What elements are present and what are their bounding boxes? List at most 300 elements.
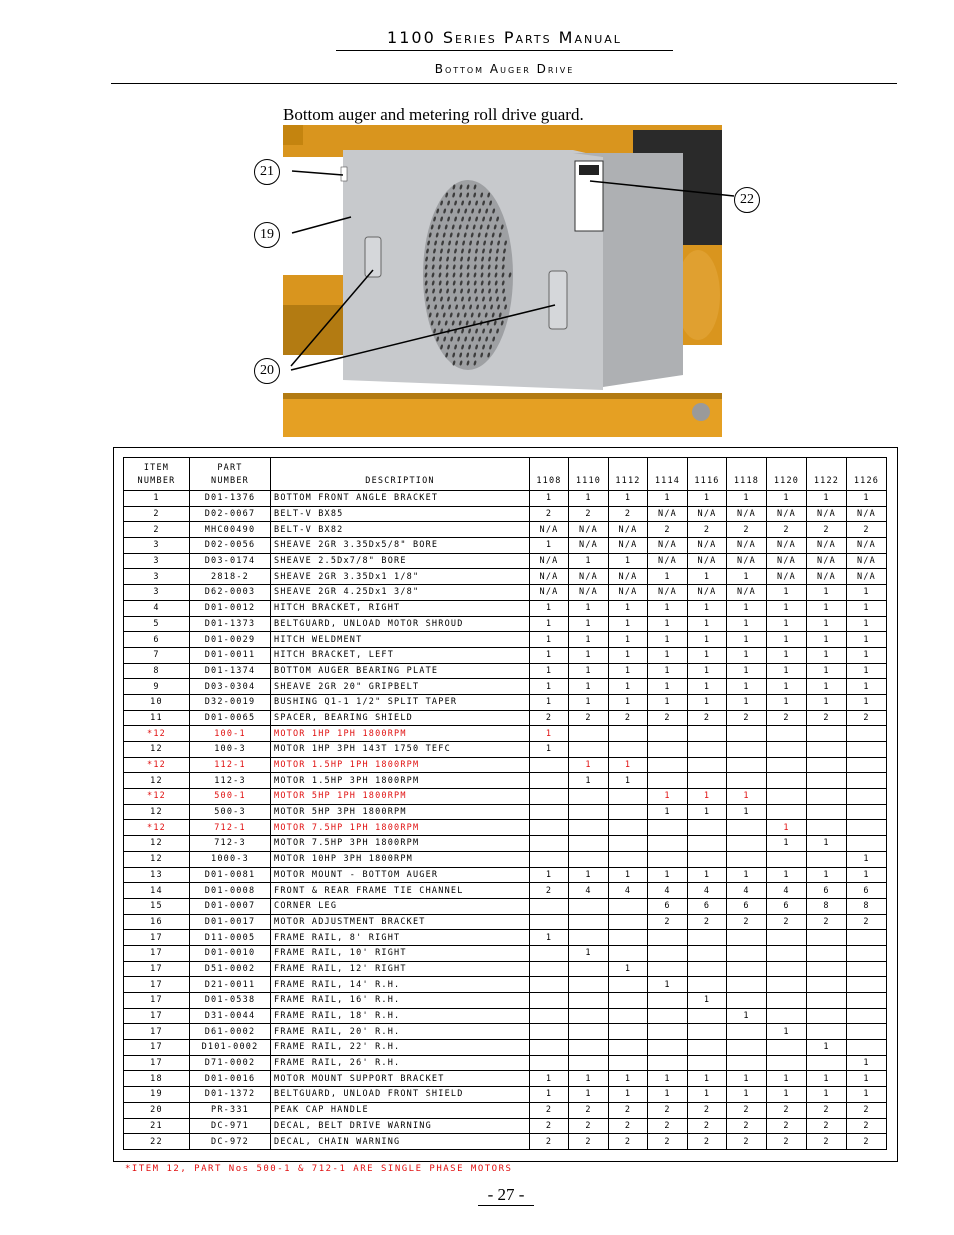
quantity-cell: 2 [688, 710, 727, 726]
col-header-part: PART NUMBER [190, 458, 271, 491]
quantity-cell: 1 [688, 804, 727, 820]
quantity-cell: 1 [767, 694, 807, 710]
quantity-cell: 1 [847, 616, 887, 632]
part-number-cell: D01-0010 [190, 945, 271, 961]
quantity-cell: 1 [530, 742, 569, 758]
quantity-cell [569, 1008, 609, 1024]
quantity-cell: N/A [847, 569, 887, 585]
quantity-cell: 1 [767, 867, 807, 883]
table-row [124, 553, 887, 569]
item-number-cell: 6 [124, 632, 190, 648]
quantity-cell: 1 [727, 616, 767, 632]
quantity-cell: 1 [609, 679, 648, 695]
table-row [124, 851, 887, 867]
quantity-cell [767, 945, 807, 961]
item-number-cell: 17 [124, 961, 190, 977]
quantity-cell [569, 742, 609, 758]
quantity-cell [530, 961, 569, 977]
quantity-cell: 1 [648, 632, 688, 648]
quantity-cell [609, 804, 648, 820]
quantity-cell: 1 [609, 553, 648, 569]
quantity-cell: 4 [648, 883, 688, 899]
col-header-item: ITEM NUMBER [124, 458, 190, 491]
quantity-cell [648, 742, 688, 758]
drive-guard-photo [253, 125, 753, 437]
item-number-cell: 12 [124, 742, 190, 758]
quantity-cell: 2 [767, 1102, 807, 1118]
quantity-cell: 1 [688, 1071, 727, 1087]
quantity-cell: 2 [688, 1134, 727, 1150]
quantity-cell [807, 1055, 847, 1071]
quantity-cell [609, 945, 648, 961]
quantity-cell: 1 [767, 663, 807, 679]
col-header-model: 1112 [609, 458, 648, 491]
quantity-cell [807, 757, 847, 773]
description-cell: FRAME RAIL, 10' RIGHT [271, 945, 530, 961]
quantity-cell: N/A [727, 538, 767, 554]
table-row [124, 694, 887, 710]
quantity-cell: 1 [530, 1071, 569, 1087]
quantity-cell [648, 1024, 688, 1040]
quantity-cell: 2 [688, 914, 727, 930]
quantity-cell: 1 [569, 773, 609, 789]
quantity-cell: 1 [569, 600, 609, 616]
quantity-cell: 1 [688, 632, 727, 648]
quantity-cell [767, 773, 807, 789]
description-cell: PEAK CAP HANDLE [271, 1102, 530, 1118]
part-number-cell: D31-0044 [190, 1008, 271, 1024]
item-number-cell: 15 [124, 898, 190, 914]
quantity-cell: 1 [847, 867, 887, 883]
quantity-cell: 2 [767, 522, 807, 538]
item-number-cell: *12 [124, 726, 190, 742]
quantity-cell: 1 [847, 491, 887, 507]
item-number-cell: 17 [124, 993, 190, 1009]
quantity-cell: 1 [767, 1087, 807, 1103]
quantity-cell: 2 [569, 1134, 609, 1150]
table-row [124, 977, 887, 993]
quantity-cell: 2 [847, 914, 887, 930]
table-row [124, 757, 887, 773]
quantity-cell: 4 [609, 883, 648, 899]
quantity-cell [609, 742, 648, 758]
quantity-cell: N/A [648, 585, 688, 601]
quantity-cell [569, 1024, 609, 1040]
quantity-cell [727, 851, 767, 867]
quantity-cell: 2 [727, 1118, 767, 1134]
quantity-cell [609, 726, 648, 742]
quantity-cell: 1 [648, 679, 688, 695]
quantity-cell: 1 [847, 1055, 887, 1071]
description-cell: FRAME RAIL, 20' R.H. [271, 1024, 530, 1040]
quantity-cell: 2 [648, 1118, 688, 1134]
quantity-cell: 1 [609, 600, 648, 616]
page-number: - 27 - [478, 1185, 534, 1206]
quantity-cell: 2 [767, 710, 807, 726]
quantity-cell [847, 1040, 887, 1056]
quantity-cell: 4 [688, 883, 727, 899]
quantity-cell: 2 [847, 710, 887, 726]
quantity-cell: 1 [727, 694, 767, 710]
quantity-cell: 1 [609, 867, 648, 883]
quantity-cell: 1 [530, 616, 569, 632]
item-number-cell: 1 [124, 491, 190, 507]
quantity-cell: 1 [727, 1087, 767, 1103]
quantity-cell [767, 930, 807, 946]
quantity-cell: 1 [807, 663, 847, 679]
quantity-cell [807, 1024, 847, 1040]
description-cell: BELTGUARD, UNLOAD FRONT SHIELD [271, 1087, 530, 1103]
quantity-cell: 1 [727, 647, 767, 663]
quantity-cell [767, 1055, 807, 1071]
quantity-cell [767, 961, 807, 977]
quantity-cell: 2 [530, 506, 569, 522]
quantity-cell [847, 789, 887, 805]
col-header-description: DESCRIPTION [271, 458, 530, 491]
quantity-cell: 1 [807, 616, 847, 632]
quantity-cell: 1 [530, 679, 569, 695]
quantity-cell [609, 993, 648, 1009]
quantity-cell: 2 [807, 1134, 847, 1150]
quantity-cell: 2 [807, 1118, 847, 1134]
quantity-cell: 1 [688, 491, 727, 507]
part-number-cell: DC-972 [190, 1134, 271, 1150]
quantity-cell: 1 [807, 836, 847, 852]
quantity-cell [609, 930, 648, 946]
description-cell: BELT-V BX85 [271, 506, 530, 522]
quantity-cell: 1 [609, 1087, 648, 1103]
callout-21: 21 [254, 159, 280, 185]
quantity-cell: 2 [767, 914, 807, 930]
quantity-cell: N/A [609, 522, 648, 538]
description-cell: SHEAVE 2GR 4.25Dx1 3/8" [271, 585, 530, 601]
quantity-cell [727, 836, 767, 852]
quantity-cell: N/A [847, 506, 887, 522]
callout-20: 20 [254, 358, 280, 384]
quantity-cell: N/A [807, 553, 847, 569]
quantity-cell: 2 [807, 522, 847, 538]
quantity-cell [847, 993, 887, 1009]
quantity-cell: 1 [847, 600, 887, 616]
table-row [124, 710, 887, 726]
quantity-cell: 8 [807, 898, 847, 914]
quantity-cell: 1 [530, 930, 569, 946]
quantity-cell: 2 [847, 1118, 887, 1134]
description-cell: SHEAVE 2GR 20" GRIPBELT [271, 679, 530, 695]
item-number-cell: *12 [124, 820, 190, 836]
item-number-cell: 9 [124, 679, 190, 695]
quantity-cell [767, 851, 807, 867]
col-header-model: 1118 [727, 458, 767, 491]
item-number-cell: *12 [124, 757, 190, 773]
quantity-cell: 1 [767, 647, 807, 663]
item-number-cell: 20 [124, 1102, 190, 1118]
quantity-cell [648, 773, 688, 789]
quantity-cell: 1 [530, 694, 569, 710]
quantity-cell [807, 977, 847, 993]
table-row [124, 1071, 887, 1087]
part-number-cell: 100-3 [190, 742, 271, 758]
quantity-cell: 1 [767, 836, 807, 852]
quantity-cell: N/A [767, 506, 807, 522]
description-cell: MOTOR 1HP 1PH 1800RPM [271, 726, 530, 742]
table-row [124, 679, 887, 695]
quantity-cell: 1 [530, 538, 569, 554]
table-row [124, 945, 887, 961]
quantity-cell: 1 [807, 1087, 847, 1103]
quantity-cell: 1 [569, 553, 609, 569]
quantity-cell [767, 977, 807, 993]
table-row [124, 773, 887, 789]
quantity-cell [767, 1040, 807, 1056]
quantity-cell: 2 [648, 1102, 688, 1118]
table-row [124, 1118, 887, 1134]
quantity-cell: 2 [648, 914, 688, 930]
item-number-cell: 12 [124, 773, 190, 789]
quantity-cell [847, 820, 887, 836]
quantity-cell: 1 [767, 679, 807, 695]
quantity-cell: 1 [847, 663, 887, 679]
quantity-cell: 1 [569, 1071, 609, 1087]
quantity-cell: 2 [569, 506, 609, 522]
quantity-cell: 8 [847, 898, 887, 914]
quantity-cell [847, 726, 887, 742]
quantity-cell: 1 [609, 757, 648, 773]
quantity-cell: 1 [569, 694, 609, 710]
quantity-cell [648, 1040, 688, 1056]
quantity-cell [530, 945, 569, 961]
quantity-cell: 1 [847, 632, 887, 648]
description-cell: FRONT & REAR FRAME TIE CHANNEL [271, 883, 530, 899]
item-number-cell: 3 [124, 585, 190, 601]
quantity-cell [530, 851, 569, 867]
description-cell: MOTOR 10HP 3PH 1800RPM [271, 851, 530, 867]
table-row [124, 522, 887, 538]
description-cell: MOTOR 7.5HP 1PH 1800RPM [271, 820, 530, 836]
quantity-cell [609, 1040, 648, 1056]
quantity-cell: N/A [609, 538, 648, 554]
quantity-cell [648, 757, 688, 773]
quantity-cell: 1 [807, 647, 847, 663]
table-row [124, 789, 887, 805]
col-header-model: 1126 [847, 458, 887, 491]
quantity-cell [727, 977, 767, 993]
quantity-cell [569, 930, 609, 946]
table-row [124, 1087, 887, 1103]
item-number-cell: 12 [124, 804, 190, 820]
quantity-cell: 6 [767, 898, 807, 914]
quantity-cell: 1 [688, 600, 727, 616]
quantity-cell [847, 977, 887, 993]
quantity-cell: 2 [648, 522, 688, 538]
quantity-cell: 4 [727, 883, 767, 899]
quantity-cell [688, 773, 727, 789]
quantity-cell: 1 [727, 679, 767, 695]
quantity-cell [648, 961, 688, 977]
quantity-cell: 1 [609, 616, 648, 632]
quantity-cell: 1 [807, 632, 847, 648]
quantity-cell: N/A [807, 506, 847, 522]
quantity-cell [688, 726, 727, 742]
description-cell: SHEAVE 2.5Dx7/8" BORE [271, 553, 530, 569]
quantity-cell: 1 [807, 1071, 847, 1087]
table-row [124, 836, 887, 852]
quantity-cell: 2 [847, 1102, 887, 1118]
table-row [124, 569, 887, 585]
table-row [124, 1102, 887, 1118]
quantity-cell: 1 [648, 569, 688, 585]
quantity-cell [688, 1040, 727, 1056]
part-number-cell: DC-971 [190, 1118, 271, 1134]
quantity-cell: 1 [727, 569, 767, 585]
quantity-cell [688, 961, 727, 977]
quantity-cell [767, 1008, 807, 1024]
quantity-cell [807, 726, 847, 742]
quantity-cell: 2 [609, 1118, 648, 1134]
part-number-cell: 112-1 [190, 757, 271, 773]
item-number-cell: 3 [124, 569, 190, 585]
quantity-cell [727, 945, 767, 961]
quantity-cell [609, 789, 648, 805]
quantity-cell: N/A [569, 538, 609, 554]
quantity-cell: 2 [648, 1134, 688, 1150]
description-cell: BOTTOM AUGER BEARING PLATE [271, 663, 530, 679]
quantity-cell: 2 [727, 522, 767, 538]
quantity-cell [807, 993, 847, 1009]
table-header-row [124, 458, 887, 491]
quantity-cell: 6 [727, 898, 767, 914]
description-cell: MOTOR ADJUSTMENT BRACKET [271, 914, 530, 930]
table-row [124, 1040, 887, 1056]
quantity-cell: 1 [530, 726, 569, 742]
quantity-cell [648, 726, 688, 742]
description-cell: FRAME RAIL, 12' RIGHT [271, 961, 530, 977]
part-number-cell: D01-1376 [190, 491, 271, 507]
quantity-cell [807, 945, 847, 961]
quantity-cell: 2 [847, 522, 887, 538]
quantity-cell: 1 [648, 694, 688, 710]
quantity-cell: 2 [569, 1102, 609, 1118]
table-row [124, 1008, 887, 1024]
quantity-cell [847, 757, 887, 773]
quantity-cell [807, 804, 847, 820]
quantity-cell [648, 993, 688, 1009]
quantity-cell [847, 1008, 887, 1024]
quantity-cell [569, 1040, 609, 1056]
quantity-cell: N/A [767, 553, 807, 569]
quantity-cell: 1 [727, 789, 767, 805]
part-number-cell: D01-0029 [190, 632, 271, 648]
quantity-cell: 1 [569, 647, 609, 663]
quantity-cell [727, 726, 767, 742]
quantity-cell [847, 945, 887, 961]
quantity-cell: 2 [648, 710, 688, 726]
quantity-cell [767, 742, 807, 758]
quantity-cell: 1 [648, 491, 688, 507]
quantity-cell [847, 742, 887, 758]
table-row [124, 663, 887, 679]
part-number-cell: D21-0011 [190, 977, 271, 993]
quantity-cell [530, 773, 569, 789]
quantity-cell [569, 961, 609, 977]
manual-title: 1100 Series Parts Manual [336, 28, 673, 51]
quantity-cell: 2 [609, 506, 648, 522]
quantity-cell [530, 914, 569, 930]
quantity-cell [569, 851, 609, 867]
quantity-cell: 2 [530, 710, 569, 726]
description-cell: CORNER LEG [271, 898, 530, 914]
part-number-cell: D01-0007 [190, 898, 271, 914]
quantity-cell [688, 836, 727, 852]
item-number-cell: 7 [124, 647, 190, 663]
part-number-cell: D11-0005 [190, 930, 271, 946]
quantity-cell: 1 [530, 632, 569, 648]
quantity-cell [569, 820, 609, 836]
table-row [124, 867, 887, 883]
item-number-cell: 4 [124, 600, 190, 616]
quantity-cell [648, 851, 688, 867]
quantity-cell: 2 [807, 1102, 847, 1118]
quantity-cell [727, 1024, 767, 1040]
quantity-cell [648, 1055, 688, 1071]
quantity-cell [609, 851, 648, 867]
part-number-cell: D03-0304 [190, 679, 271, 695]
quantity-cell: 1 [688, 663, 727, 679]
description-cell: FRAME RAIL, 18' R.H. [271, 1008, 530, 1024]
item-number-cell: 12 [124, 851, 190, 867]
item-number-cell: 16 [124, 914, 190, 930]
table-row [124, 742, 887, 758]
quantity-cell: 1 [569, 945, 609, 961]
col-header-model: 1122 [807, 458, 847, 491]
quantity-cell: 1 [609, 694, 648, 710]
quantity-cell [807, 742, 847, 758]
quantity-cell [688, 757, 727, 773]
description-cell: BELTGUARD, UNLOAD MOTOR SHROUD [271, 616, 530, 632]
quantity-cell [807, 820, 847, 836]
quantity-cell: N/A [767, 538, 807, 554]
quantity-cell: 1 [767, 632, 807, 648]
table-row [124, 726, 887, 742]
quantity-cell: 1 [648, 867, 688, 883]
quantity-cell: 1 [847, 1071, 887, 1087]
part-number-cell: D01-1372 [190, 1087, 271, 1103]
quantity-cell [847, 773, 887, 789]
part-number-cell: 712-1 [190, 820, 271, 836]
quantity-cell [569, 993, 609, 1009]
quantity-cell [807, 930, 847, 946]
part-number-cell: 2818-2 [190, 569, 271, 585]
quantity-cell [767, 789, 807, 805]
quantity-cell [727, 820, 767, 836]
item-number-cell: 17 [124, 1024, 190, 1040]
quantity-cell: 1 [609, 773, 648, 789]
quantity-cell: 1 [767, 616, 807, 632]
quantity-cell: 1 [847, 647, 887, 663]
part-number-cell: D01-1374 [190, 663, 271, 679]
quantity-cell [847, 804, 887, 820]
quantity-cell: 1 [530, 1087, 569, 1103]
quantity-cell: 1 [569, 1087, 609, 1103]
quantity-cell: 1 [807, 491, 847, 507]
description-cell: MOTOR 7.5HP 3PH 1800RPM [271, 836, 530, 852]
quantity-cell: 1 [767, 820, 807, 836]
quantity-cell: 1 [569, 757, 609, 773]
callout-22: 22 [734, 187, 760, 213]
quantity-cell: N/A [569, 569, 609, 585]
quantity-cell: 2 [530, 1102, 569, 1118]
quantity-cell: N/A [767, 569, 807, 585]
